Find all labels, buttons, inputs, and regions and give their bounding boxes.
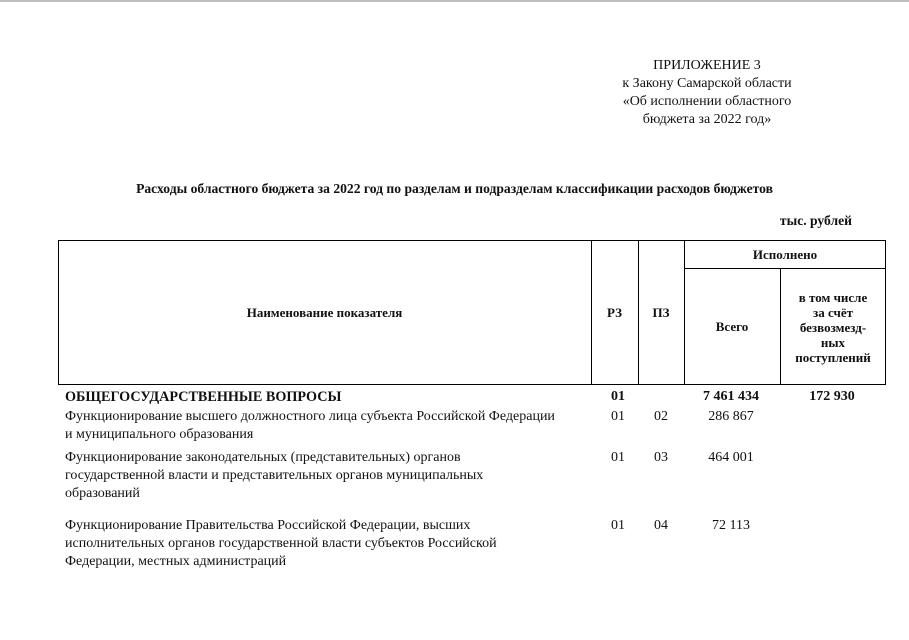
row-total: 7 461 434 (703, 389, 759, 404)
row-rz: 01 (611, 450, 625, 465)
row-name: ОБЩЕГОСУДАРСТВЕННЫЕ ВОПРОСЫ (65, 389, 342, 405)
row-rz: 01 (611, 518, 625, 533)
header-executed: Исполнено (752, 246, 818, 262)
row-pz: 03 (654, 450, 668, 465)
document-title: Расходы областного бюджета за 2022 год по разделам и подразделам классификации расходов бюджетов (136, 181, 773, 196)
header-name: Наименование показателя (246, 305, 403, 320)
header-pz: ПЗ (652, 305, 670, 320)
header-free-line-4: ных (820, 334, 846, 350)
appendix-law-title-1: «Об исполнении областного (622, 94, 792, 109)
units-label: тыс. рублей (779, 213, 852, 228)
header-total: Всего (715, 319, 749, 334)
appendix-law-title-2: бюджета за 2022 год» (642, 112, 772, 127)
row-total: 464 001 (708, 450, 754, 465)
header-free-line-2: за счёт (813, 304, 853, 320)
row-name: Функционирование высшего должностного лица субъекта Российской Федерации и муниципального образования (65, 409, 555, 442)
row-name: Функционирование Правительства Российской Федерации, высших исполнительных органов государственной власти субъектов Российской Федерации, местных администраций (65, 518, 497, 569)
row-pz: 04 (654, 518, 668, 533)
row-rz: 01 (611, 389, 625, 404)
row-name: Функционирование законодательных (представительных) органов государственной власти и представительных органов муниципальных образований (65, 450, 484, 501)
header-rz: РЗ (607, 305, 622, 320)
row-total: 72 113 (712, 518, 750, 533)
row-pz: 02 (654, 409, 668, 424)
header-free-line-5: поступлений (795, 349, 871, 365)
appendix-law-ref: к Закону Самарской области (622, 76, 792, 91)
table-header (58, 240, 886, 385)
appendix-block (577, 57, 837, 129)
header-free-line-3: безвозмезд- (799, 319, 867, 335)
appendix-number: ПРИЛОЖЕНИЕ 3 (653, 58, 761, 73)
header-free-line-1: в том числе (798, 289, 868, 305)
top-scan-border (0, 0, 909, 2)
row-total: 286 867 (708, 409, 754, 424)
row-rz: 01 (611, 409, 625, 424)
header-free-funds (780, 274, 886, 380)
row-free-funds: 172 930 (809, 389, 855, 404)
